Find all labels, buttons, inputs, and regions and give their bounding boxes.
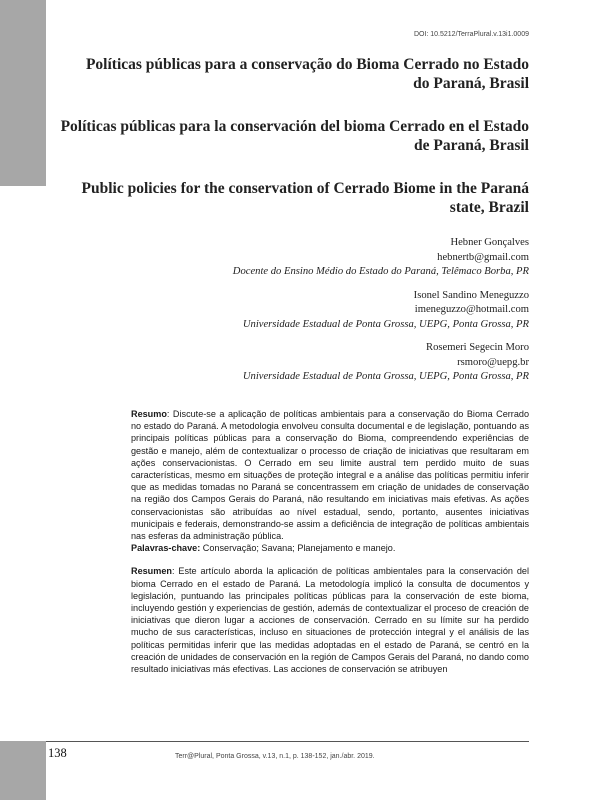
footer-citation: Terr@Plural, Ponta Grossa, v.13, n.1, p. 138-152, jan./abr. 2019. [175, 753, 375, 760]
page-number: 138 [48, 746, 67, 760]
doi-text: DOI: 10.5212/TerraPlural.v.13i1.0009 [413, 31, 529, 38]
author-name: Isonel Sandino Meneguzzo [413, 289, 529, 301]
sidebar-band-bottom [0, 741, 46, 800]
author-name: Rosemeri Segecin Moro [426, 342, 529, 353]
sidebar-band-top [0, 0, 46, 186]
author-email: rsmoro@uepg.br [457, 356, 529, 368]
title-english: Public policies for the conservation of Cerrado Biome in the Paraná state, Brazil [81, 180, 529, 216]
abstract-portuguese [131, 408, 529, 542]
author-affiliation: Universidade Estadual de Ponta Grossa, UEPG, Ponta Grossa, PR [242, 371, 529, 382]
author-name: Hebner Gonçalves [450, 237, 529, 248]
author-1 [169, 236, 529, 280]
footer-rule [46, 741, 529, 742]
abstract-label: Resumo [131, 409, 167, 419]
keywords-line [131, 542, 529, 554]
author-3 [169, 341, 529, 385]
author-2 [169, 289, 529, 333]
author-block [169, 236, 529, 394]
resumen-label: Resumen [131, 566, 172, 577]
author-email: hebnertb@gmail.com [437, 251, 529, 263]
author-affiliation: Docente do Ensino Médio do Estado do Paraná, Telêmaco Borba, PR [232, 266, 529, 277]
keywords-text: Conservação; Savana; Planejamento e manejo. [200, 543, 396, 554]
abstract-text: : Discute-se a aplicação de políticas ambientais para a conservação do Bioma Cerrado no estado do Paraná. A metodologia envolveu consulta documental e de legislação, pontuando as principais políticas públicas para a conservação do Bioma, compreendendo experiências de gestão e manejo, além de contextualizar o processo de criação de iniciativas que resultaram em ações conservacionistas. O Cerrado em seu limite austral tem perdido muito de suas características, mesmo em situações de proteção integral e a análise das políticas permitiu inferir que as medidas tomadas no Paraná se concentrassem em criação de unidades de conservação na região dos Campos Gerais do Paraná, não resultando em iniciativas mais efetivas. As ações conservacionistas são atribuídas ao nível estadual, sendo, portanto, ausentes iniciativas municipais e federais, demonstrando-se assim a deficiência de integração de políticas ambientais nas esferas da administração pública. [131, 409, 529, 542]
title-portuguese: Políticas públicas para a conservação do Bioma Cerrado no Estado do Paraná, Brasil [85, 56, 529, 92]
author-affiliation: Universidade Estadual de Ponta Grossa, UEPG, Ponta Grossa, PR [242, 318, 529, 330]
abstract-spanish [131, 565, 529, 675]
keywords-label: Palavras-chave: [131, 543, 201, 554]
resumen-text: : Este artículo aborda la aplicación de políticas ambientales para la conservación del bioma Cerrado en el estado de Paraná. La metodología implicó la consulta de documentos y legislación, puntuando las principales políticas públicas para la conservación de este bioma, incluyendo gestión y experiencias de gestión, además de contextualizar el proceso de creación de iniciativas que dieron lugar a acciones de conservación. Cerrado en su límite sur ha perdido mucho de sus características, incluso en situaciones de protección integral y el análisis de las políticas permitidas inferir que las medidas adoptadas en el estado de Paraná, se centró en la creación de unidades de conservación en la región de Campos Gerais del Paraná, no dando como resultado iniciativas más efectivas. Las acciones de conservación se atribuyen [131, 566, 529, 675]
title-spanish: Políticas públicas para la conservación del bioma Cerrado en el Estado de Paraná, Brasil [60, 118, 529, 154]
author-email: imeneguzzo@hotmail.com [414, 304, 529, 315]
abstract-section [131, 408, 529, 675]
